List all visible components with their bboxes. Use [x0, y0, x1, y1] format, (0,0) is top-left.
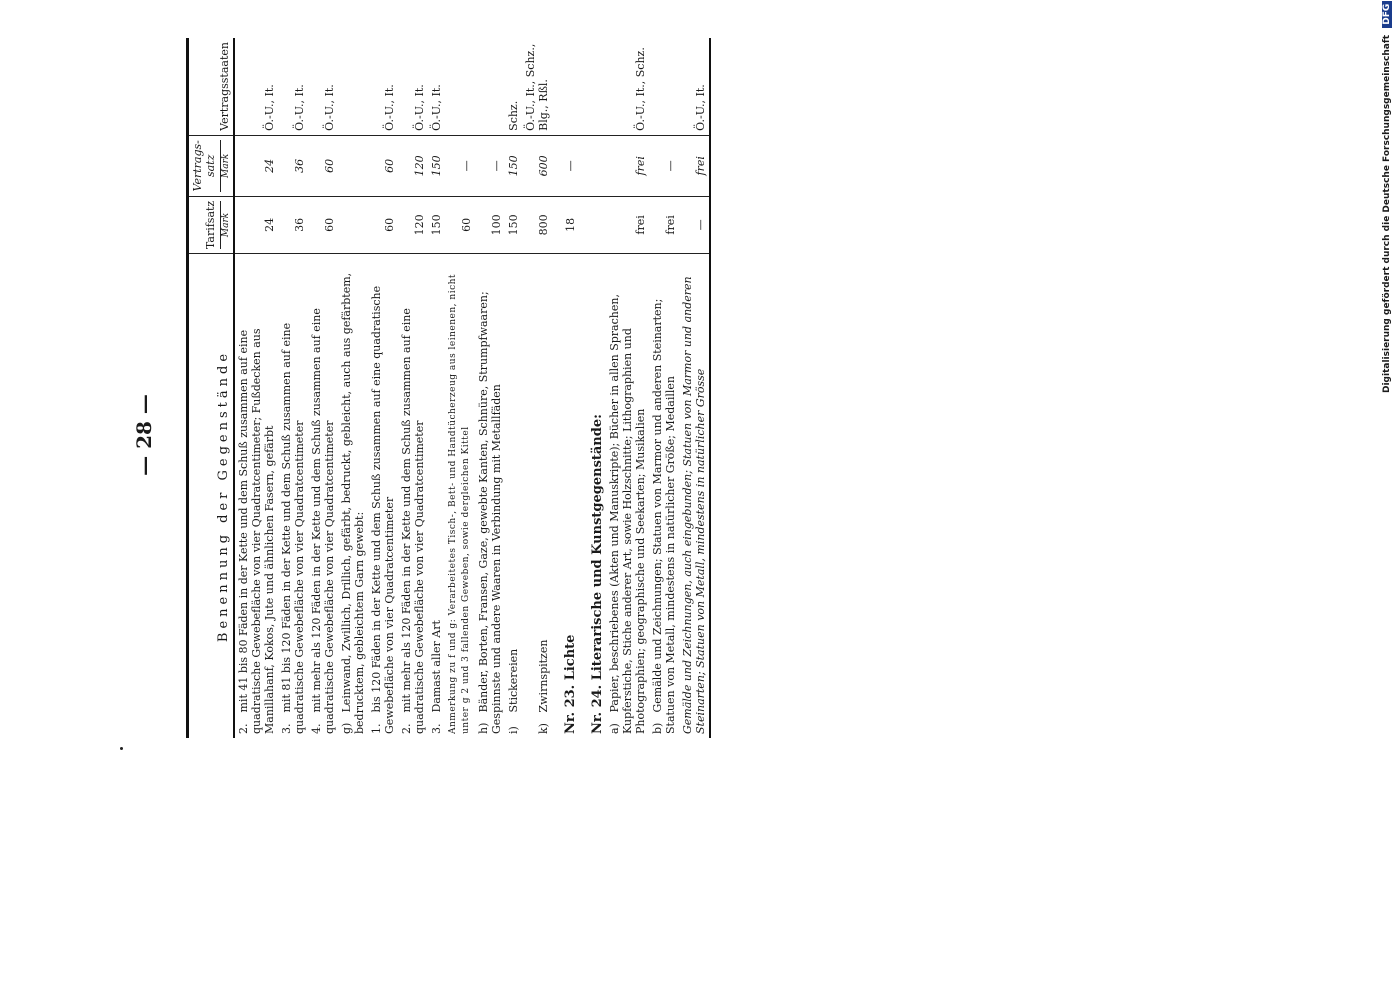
- header-vsatz-unit: Mark: [220, 140, 231, 192]
- header-tariff-label: Tarifsatz: [204, 200, 217, 250]
- row-states: Ö.-U., It.: [278, 38, 308, 135]
- table-row: [338, 38, 368, 738]
- section-title: Nr. 24. Literarische und Kunstgegenstände:: [590, 414, 605, 734]
- row-tariff: 800: [522, 196, 552, 253]
- row-states: Ö.-U., It., Schz.: [606, 38, 649, 135]
- row-vsatz: —: [445, 135, 475, 196]
- row-states: Ö.-U., It.: [234, 38, 278, 135]
- header-tariff-unit: Mark: [220, 201, 231, 249]
- section-title: Nr. 23. Lichte: [563, 634, 578, 734]
- row-label: h): [477, 722, 490, 734]
- row-label: 2.: [400, 723, 413, 734]
- header-name: Benennung der Gegenstände: [188, 254, 235, 738]
- table-row: [505, 38, 522, 738]
- table-row: [308, 38, 338, 738]
- row-states: Ö.-U., It., Schz., Blg., Rßl.: [522, 38, 552, 135]
- header-vsatz: [188, 135, 235, 196]
- digitization-credit: [1382, 3, 1394, 393]
- table-row: [278, 38, 308, 738]
- row-vsatz: frei: [606, 135, 649, 196]
- row-states: Ö.-U., It.: [679, 38, 710, 135]
- row-text: Papier, beschriebenes (Akten und Manuskripte); Bücher in allen Sprachen, Kupferstiche, Stiche anderer Art, sowie Holzschnitte; Lithographien und Photographien; geographische und Seekarten; Musikalien: [608, 294, 647, 734]
- row-states: [338, 38, 368, 135]
- row-states: Ö.-U., It.: [428, 38, 445, 135]
- row-tariff: 100: [475, 196, 505, 253]
- row-tariff: 60: [368, 196, 398, 253]
- row-text: Bänder, Borten, Fransen, Gaze, gewebte Kanten, Schnüre, Strumpfwaaren; Gespinnste und andere Waaren in Verbindung mit Metallfäden: [477, 291, 503, 734]
- row-states: [649, 38, 679, 135]
- row-vsatz: 120: [398, 135, 428, 196]
- table-row: [649, 38, 679, 738]
- dfg-logo-icon: DFG: [1382, 1, 1392, 28]
- row-vsatz: 150: [428, 135, 445, 196]
- ink-speck: [120, 747, 123, 750]
- row-text: Damast aller Art: [430, 620, 443, 713]
- row-label: a): [608, 723, 621, 734]
- row-vsatz: —: [552, 135, 579, 196]
- header-states: Vertragsstaaten: [188, 38, 235, 135]
- row-text: Stickereien: [507, 648, 520, 713]
- row-vsatz: 60: [308, 135, 338, 196]
- row-tariff: frei: [606, 196, 649, 253]
- row-vsatz: —: [649, 135, 679, 196]
- row-vsatz: frei: [679, 135, 710, 196]
- row-label: g): [340, 722, 353, 734]
- row-vsatz: 36: [278, 135, 308, 196]
- row-name: [338, 254, 368, 738]
- table-row: [579, 38, 606, 738]
- row-name: [234, 254, 278, 738]
- row-vsatz: [338, 135, 368, 196]
- row-tariff: 60: [308, 196, 338, 253]
- row-tariff: 120: [398, 196, 428, 253]
- row-label: 4.: [310, 723, 323, 734]
- credit-text: Digitalisierung gefördert durch die Deutsche Forschungsgemeinschaft: [1382, 34, 1392, 393]
- row-name: [445, 254, 475, 738]
- row-text: mit mehr als 120 Fäden in der Kette und dem Schuß zusammen auf eine quadratische Gewebefläche von vier Quadratcentimeter: [310, 308, 336, 734]
- table-row: [552, 38, 579, 738]
- row-text: Leinwand, Zwillich, Drillich, gefärbt, bedruckt, gebleicht, auch aus gefärbtem, bedrucktem, gebleichtem Garn gewebt:: [340, 272, 366, 734]
- row-vsatz: 24: [234, 135, 278, 196]
- row-states: [579, 38, 606, 135]
- row-label: b): [651, 722, 664, 734]
- row-label: 3.: [280, 723, 293, 734]
- table-row: [679, 38, 710, 738]
- row-label: 3.: [430, 723, 443, 734]
- row-name: [649, 254, 679, 738]
- row-tariff: 60: [445, 196, 475, 253]
- row-name: [505, 254, 522, 738]
- row-tariff: 150: [505, 196, 522, 253]
- tariff-table: [186, 38, 711, 738]
- row-text: bis 120 Fäden in der Kette und dem Schuß zusammen auf eine quadratische Gewebefläche von vier Quadratcentimeter: [370, 285, 396, 734]
- row-name: [398, 254, 428, 738]
- row-tariff: —: [679, 196, 710, 253]
- row-states: Schz.: [505, 38, 522, 135]
- table-row: [428, 38, 445, 738]
- table-row: [234, 38, 278, 738]
- row-tariff: 18: [552, 196, 579, 253]
- row-label: 1.: [370, 723, 383, 734]
- row-states: Ö.-U., It.: [398, 38, 428, 135]
- table-row: [475, 38, 505, 738]
- row-text: Zwirnspitzen: [537, 639, 550, 713]
- row-tariff: 24: [234, 196, 278, 253]
- row-name: [679, 254, 710, 738]
- row-states: [552, 38, 579, 135]
- row-vsatz: 60: [368, 135, 398, 196]
- row-states: [445, 38, 475, 135]
- table-header-row: [188, 38, 235, 738]
- row-states: Ö.-U., It.: [368, 38, 398, 135]
- row-label: 2.: [237, 723, 250, 734]
- table-row: [606, 38, 649, 738]
- row-tariff: [579, 196, 606, 253]
- row-tariff: 36: [278, 196, 308, 253]
- row-name: [428, 254, 445, 738]
- header-tariff: [188, 196, 235, 253]
- scanned-page-area: [100, 42, 1330, 920]
- row-tariff: [338, 196, 368, 253]
- page-number: — 28 —: [132, 394, 156, 476]
- rotated-page: [100, 42, 1180, 800]
- header-vsatz-label: Vertrags-satz: [191, 140, 217, 192]
- row-label: k): [537, 723, 550, 734]
- row-tariff: frei: [649, 196, 679, 253]
- row-vsatz: 600: [522, 135, 552, 196]
- row-vsatz: [579, 135, 606, 196]
- row-name: [475, 254, 505, 738]
- row-name: [278, 254, 308, 738]
- row-name: [606, 254, 649, 738]
- row-text: mit mehr als 120 Fäden in der Kette und dem Schuß zusammen auf eine quadratische Gewebefläche von vier Quadratcentimeter: [400, 308, 426, 734]
- row-text: mit 41 bis 80 Fäden in der Kette und dem Schuß zusammen auf eine quadratische Gewebefläche von vier Quadratcentimeter; Fußdecken aus Manillahanf, Kokos, Jute und ähnlichen Fasern, gefärbt: [237, 328, 276, 734]
- row-text: mit 81 bis 120 Fäden in der Kette und dem Schuß zusammen auf eine quadratische Gewebefläche von vier Quadratcentimeter: [280, 322, 306, 734]
- row-vsatz: 150: [505, 135, 522, 196]
- row-vsatz: —: [475, 135, 505, 196]
- table-row: [398, 38, 428, 738]
- row-text: Anmerkung zu f und g: Verarbeitetes Tisch-, Bett- und Handtücherzeug aus leinenen, nicht unter g 2 und 3 fallenden Geweben, sowie dergleichen Kittel: [448, 273, 471, 734]
- row-name: [368, 254, 398, 738]
- row-text: Gemälde und Zeichnungen, auch eingebunden; Statuen von Marmor und anderen Steinarten; Statuen von Metall, mindestens in natürlicher Grösse: [681, 276, 707, 734]
- row-text: Gemälde und Zeichnungen; Statuen von Marmor und anderen Steinarten; Statuen von Metall, mindestens in natürlicher Größe; Medaillen: [651, 298, 677, 734]
- row-label: i): [507, 726, 520, 734]
- row-name: [522, 254, 552, 738]
- row-name: [308, 254, 338, 738]
- row-tariff: 150: [428, 196, 445, 253]
- table-row: [522, 38, 552, 738]
- row-states: [475, 38, 505, 135]
- table-row: [445, 38, 475, 738]
- table-row: [368, 38, 398, 738]
- row-states: Ö.-U., It.: [308, 38, 338, 135]
